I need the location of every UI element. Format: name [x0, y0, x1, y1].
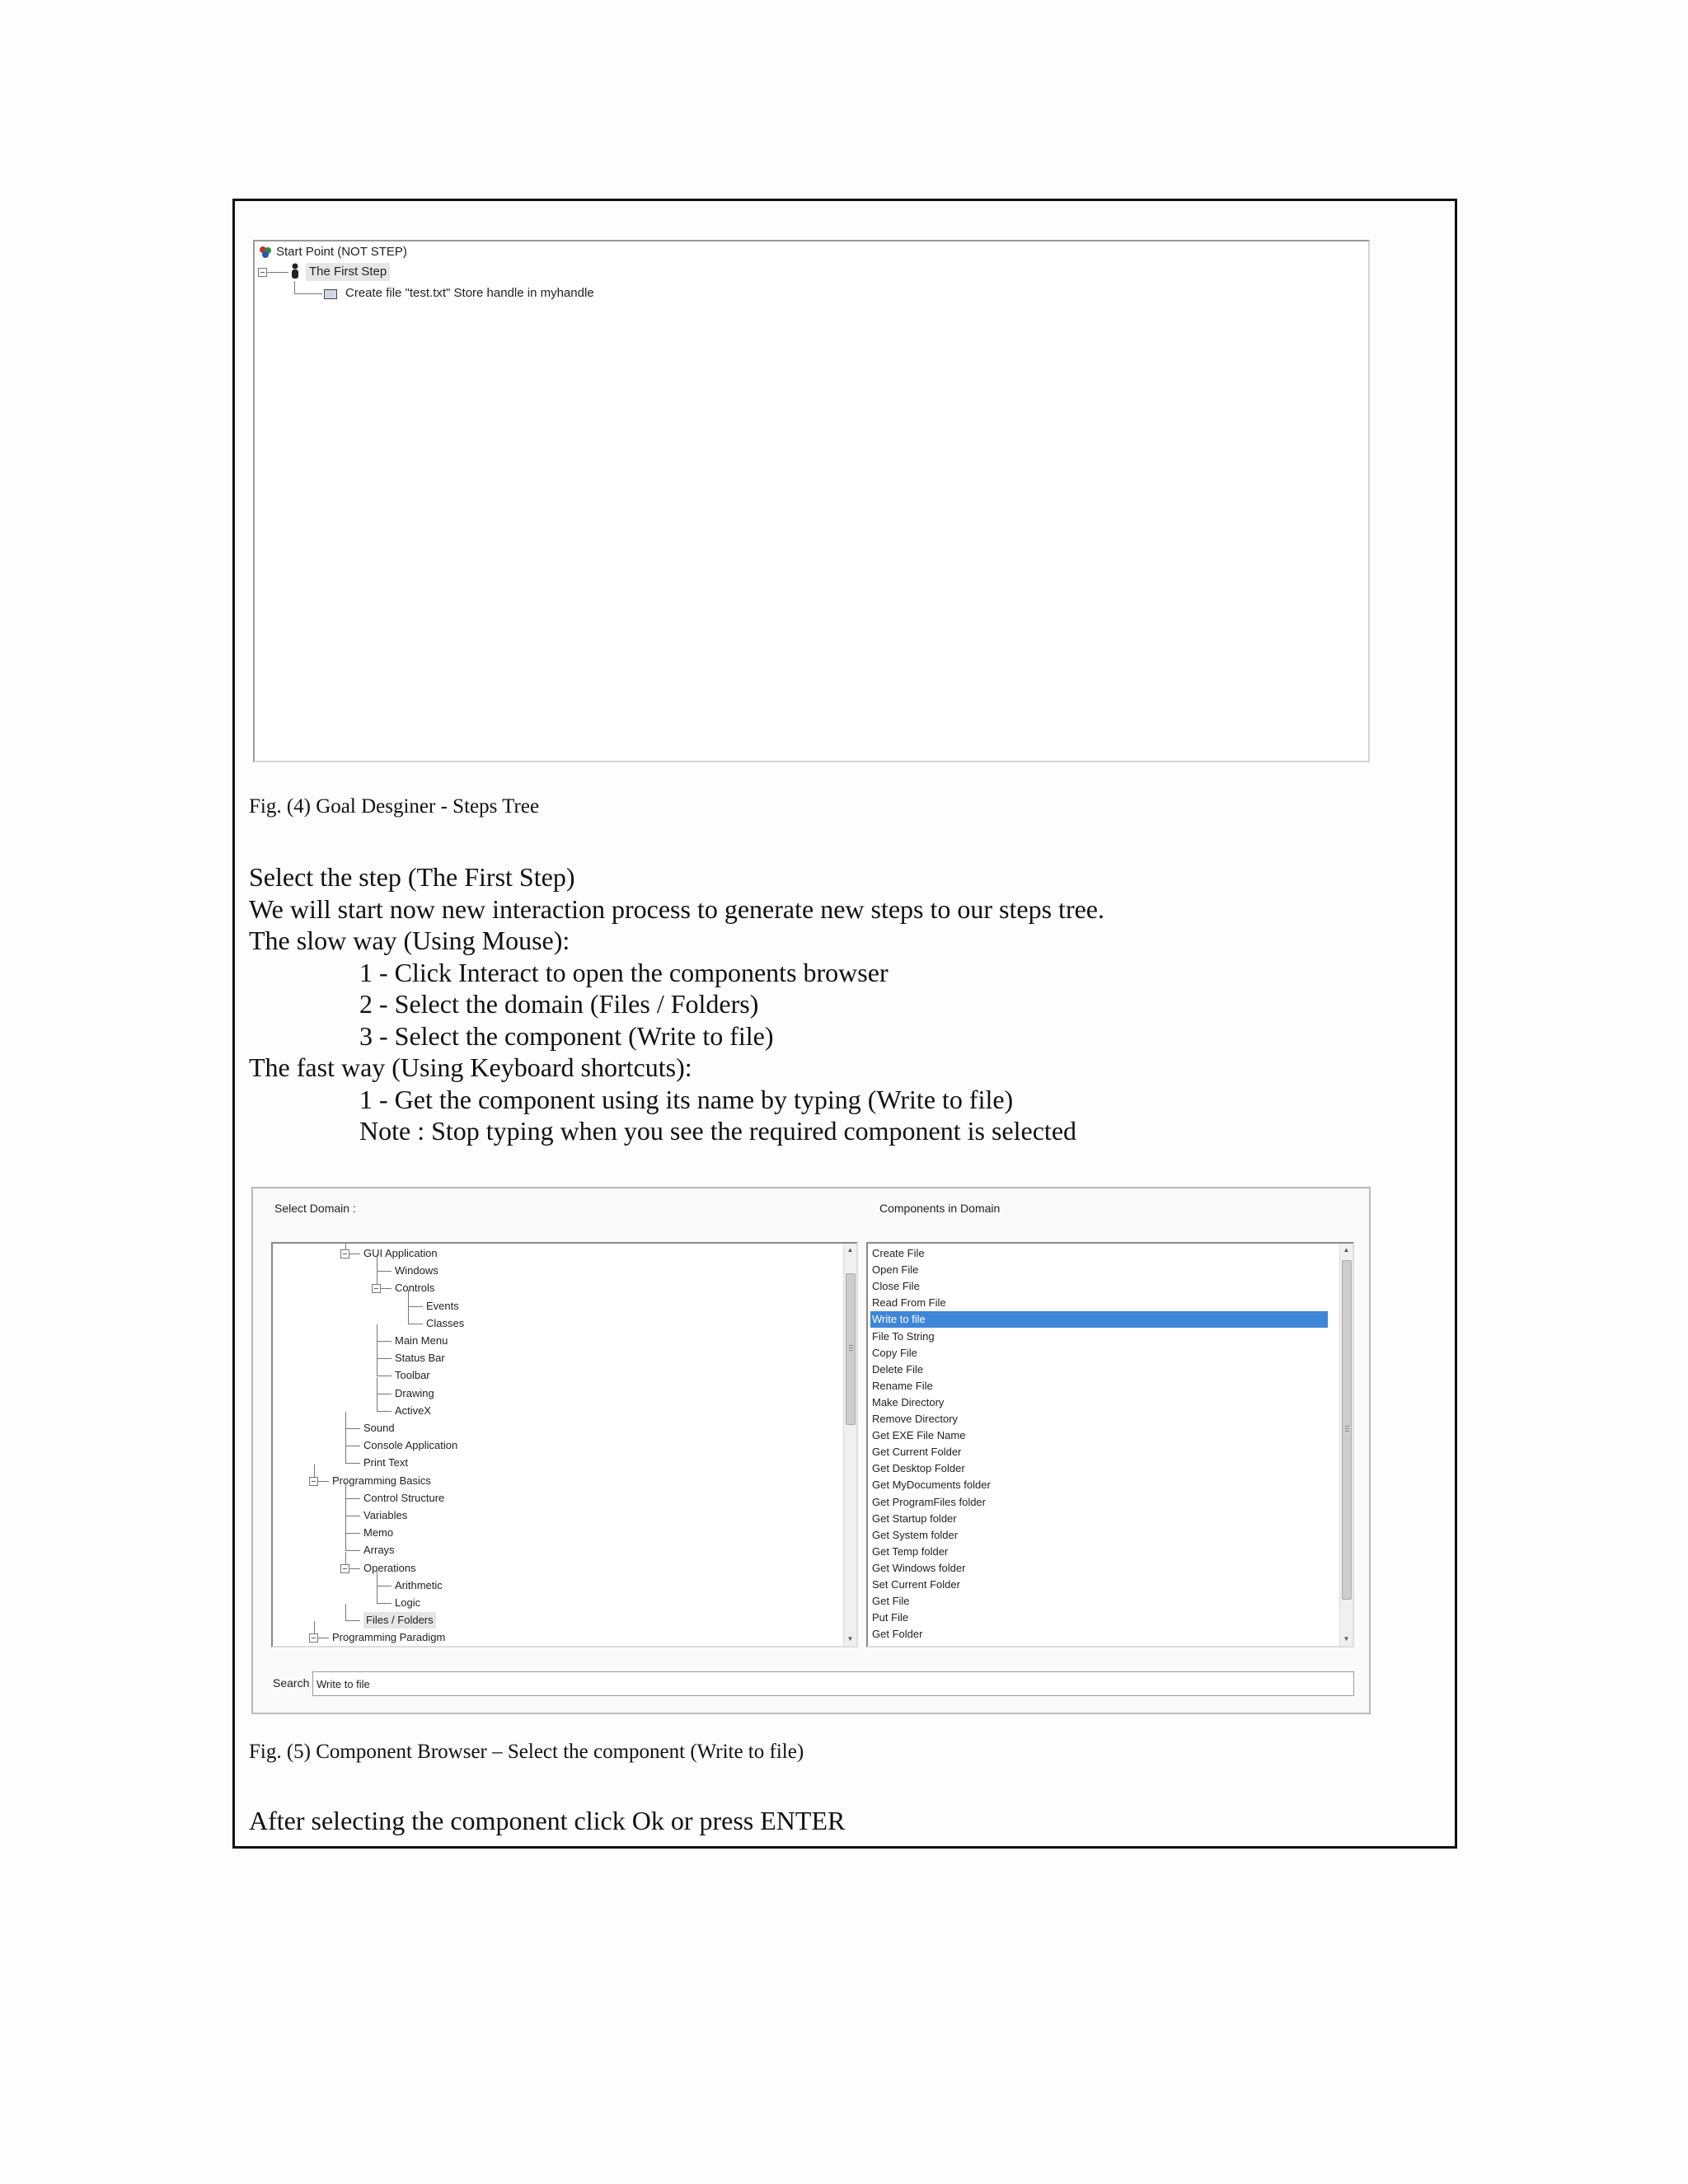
component-list-item[interactable]: Get MyDocuments folder	[872, 1479, 991, 1492]
domain-tree-item[interactable]: Arrays	[363, 1544, 395, 1557]
component-list-item[interactable]: Get File	[872, 1595, 910, 1608]
component-list-item[interactable]: Get Temp folder	[872, 1544, 949, 1558]
component-list-item[interactable]: Make Directory	[872, 1395, 945, 1408]
scroll-up-icon[interactable]: ▲	[1343, 1246, 1350, 1254]
domain-tree-item[interactable]: Events	[426, 1299, 459, 1312]
tree-connector	[377, 1341, 392, 1342]
component-list-item[interactable]: Get Folder	[872, 1628, 923, 1641]
select-domain-label: Select Domain :	[274, 1202, 356, 1215]
component-list-item[interactable]: Open File	[872, 1263, 919, 1277]
component-browser	[251, 1187, 1371, 1714]
domain-tree-item[interactable]: Main Menu	[395, 1334, 448, 1347]
domain-tree-item[interactable]: Programming Paradigm	[332, 1631, 446, 1644]
tree-connector	[345, 1428, 360, 1429]
domain-tree-item[interactable]: Console Application	[363, 1439, 458, 1452]
tree-connector	[377, 1271, 392, 1272]
domain-tree-item[interactable]: Files / Folders	[363, 1612, 436, 1629]
tree-connector	[294, 293, 322, 294]
instructions-block	[249, 861, 1104, 1147]
component-list-item[interactable]: Get Startup folder	[872, 1511, 957, 1525]
collapse-icon[interactable]: −	[372, 1284, 381, 1293]
tree-connector	[408, 1306, 423, 1307]
collapse-icon[interactable]: −	[309, 1633, 318, 1643]
component-list-item[interactable]: Close File	[872, 1280, 920, 1293]
tree-node-step-label: The First Step	[309, 265, 387, 279]
domain-tree-item[interactable]: Controls	[395, 1282, 435, 1295]
collapse-icon[interactable]: −	[258, 268, 267, 277]
tree-connector	[345, 1620, 360, 1621]
tree-connector	[345, 1446, 346, 1463]
component-item-icon	[324, 289, 337, 299]
instruction-line: We will start now new interaction process to generate new steps to our steps tree.	[249, 893, 1104, 924]
component-list-item[interactable]: File To String	[872, 1329, 935, 1343]
domain-tree-item[interactable]: ActiveX	[395, 1404, 432, 1417]
instruction-line: The slow way (Using Mouse):	[249, 926, 570, 955]
components-list[interactable]	[866, 1242, 1354, 1647]
domain-tree-item[interactable]: Classes	[426, 1316, 465, 1329]
component-list-item[interactable]: Remove Directory	[872, 1413, 959, 1425]
domain-tree-item[interactable]: Operations	[363, 1561, 416, 1574]
domain-tree-item[interactable]: Toolbar	[395, 1369, 430, 1382]
component-list-item[interactable]: Get EXE File Name	[872, 1429, 966, 1442]
instruction-line: Select the step (The First Step)	[249, 862, 575, 892]
domain-tree-item[interactable]: Windows	[395, 1264, 438, 1277]
instruction-line: 1 - Get the component using its name by typing (Write to file)	[359, 1084, 1014, 1114]
instruction-line: The fast way (Using Keyboard shortcuts):	[249, 1052, 692, 1082]
component-list-item[interactable]: Get Current Folder	[872, 1446, 962, 1459]
tree-connector	[377, 1603, 392, 1604]
tree-node-item-label: Create file "test.txt" Store handle in myhandle	[345, 286, 594, 300]
scroll-up-icon[interactable]: ▲	[846, 1246, 854, 1254]
instruction-line: 1 - Click Interact to open the components browser	[359, 957, 889, 987]
scroll-down-icon[interactable]: ▼	[846, 1635, 854, 1643]
domain-tree-item[interactable]: Programming Basics	[332, 1474, 431, 1487]
tree-connector	[345, 1516, 346, 1533]
domain-tree-item[interactable]: Arithmetic	[395, 1578, 443, 1591]
instruction-line: 2 - Select the domain (Files / Folders)	[359, 989, 759, 1019]
component-list-item[interactable]: Put File	[872, 1611, 909, 1624]
tree-connector	[408, 1307, 409, 1324]
figure-4-caption: Fig. (4) Goal Desginer - Steps Tree	[249, 795, 540, 818]
tree-connector	[345, 1550, 360, 1551]
step-person-icon	[290, 263, 300, 279]
scroll-thumb[interactable]	[846, 1273, 856, 1425]
component-list-item[interactable]: Read From File	[872, 1296, 946, 1310]
start-point-icon	[258, 245, 273, 260]
tree-connector	[345, 1499, 346, 1516]
component-list-item[interactable]: Set Current Folder	[872, 1578, 960, 1591]
domain-scrollbar[interactable]	[843, 1244, 856, 1646]
component-list-item[interactable]: Get Windows folder	[872, 1561, 966, 1574]
tree-connector	[345, 1482, 346, 1498]
tree-node-root[interactable]	[276, 243, 407, 261]
steps-tree-panel[interactable]	[253, 240, 1370, 762]
domain-tree-item[interactable]: Memo	[363, 1526, 394, 1540]
domain-tree-item[interactable]: Print Text	[363, 1456, 408, 1469]
tree-connector	[345, 1429, 346, 1446]
component-list-item[interactable]: Get ProgramFiles folder	[872, 1495, 986, 1508]
tree-connector	[345, 1604, 346, 1620]
tree-connector	[345, 1534, 346, 1550]
domain-tree-item[interactable]: Status Bar	[395, 1352, 445, 1365]
collapse-icon[interactable]: −	[340, 1249, 349, 1258]
tree-connector	[267, 272, 288, 273]
domain-tree-item[interactable]: Control Structure	[363, 1491, 445, 1504]
tree-connector	[377, 1411, 392, 1412]
components-label: Components in Domain	[879, 1202, 1001, 1215]
search-label: Search	[273, 1676, 310, 1690]
collapse-icon[interactable]: −	[340, 1564, 349, 1573]
domain-tree-item[interactable]: Drawing	[395, 1386, 434, 1399]
tree-node-create-file[interactable]	[345, 284, 594, 302]
component-list-item[interactable]: Write to file	[870, 1311, 1328, 1328]
tree-connector	[345, 1412, 346, 1428]
tree-node-root-label: Start Point (NOT STEP)	[276, 245, 407, 259]
component-list-item[interactable]: Get System folder	[872, 1528, 959, 1541]
figure-5-caption: Fig. (5) Component Browser – Select the component (Write to file)	[249, 1741, 804, 1763]
domain-tree-item[interactable]: Sound	[363, 1422, 395, 1434]
scroll-thumb[interactable]	[1342, 1260, 1352, 1600]
tree-connector	[345, 1498, 360, 1499]
scroll-down-icon[interactable]: ▼	[1343, 1635, 1350, 1643]
domain-tree-item[interactable]: Variables	[363, 1509, 408, 1521]
instruction-line: 3 - Select the component (Write to file)	[359, 1020, 774, 1051]
search-input[interactable]	[312, 1671, 1354, 1696]
component-list-item[interactable]: Delete File	[872, 1362, 924, 1376]
tree-connector	[377, 1358, 392, 1359]
tree-connector	[408, 1290, 409, 1306]
closing-text: After selecting the component click Ok or press ENTER	[249, 1806, 846, 1835]
domain-tree[interactable]	[271, 1242, 858, 1647]
component-list-item[interactable]: Get Desktop Folder	[872, 1462, 965, 1475]
component-list-item[interactable]: Copy File	[872, 1346, 917, 1359]
tree-connector	[345, 1533, 360, 1534]
tree-connector	[345, 1463, 360, 1464]
domain-tree-item[interactable]: Logic	[395, 1596, 421, 1609]
collapse-icon[interactable]: −	[309, 1477, 318, 1486]
components-scrollbar[interactable]	[1339, 1244, 1353, 1646]
domain-tree-item[interactable]: GUI Application	[363, 1247, 438, 1259]
component-list-item[interactable]: Rename File	[872, 1379, 933, 1392]
tree-connector	[294, 281, 295, 294]
tree-node-first-step[interactable]	[306, 263, 390, 281]
component-list-item[interactable]: Create File	[872, 1247, 925, 1259]
instruction-line: Note : Stop typing when you see the required component is selected	[359, 1116, 1077, 1146]
